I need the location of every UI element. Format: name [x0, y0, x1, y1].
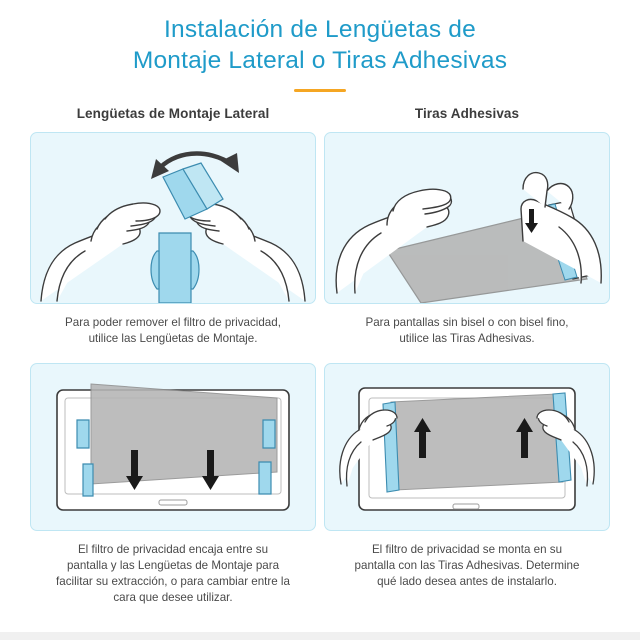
caption-right-2-line2: pantalla con las Tiras Adhesivas. Determine: [354, 559, 580, 572]
page-title-line1: Instalación de Lengüetas de: [164, 16, 476, 43]
caption-left-2-line2: pantalla y las Lengüetas de Montaje para: [66, 559, 280, 572]
step-left-1: [30, 132, 316, 357]
caption-left-2-line1: El filtro de privacidad encaja entre su: [77, 543, 269, 556]
column-adhesive-strips: [324, 106, 610, 618]
step-right-2: [324, 363, 610, 596]
caption-right-1: [324, 312, 610, 357]
column-heading-right: Tiras Adhesivas: [414, 106, 520, 121]
page-title-line2: Montaje Lateral o Tiras Adhesivas: [132, 47, 508, 74]
title-divider-wrap: [12, 89, 628, 92]
bottom-spacer: [0, 622, 640, 640]
caption-right-2-line1: El filtro de privacidad se monta en su: [371, 543, 563, 556]
bottom-bar-strip: [0, 632, 640, 640]
caption-right-2-line3: qué lado desea antes de instalarlo.: [377, 575, 557, 588]
caption-right-2: [324, 539, 610, 596]
title-divider: [294, 89, 346, 92]
caption-left-1-line1: Para poder remover el filtro de privacidad,: [65, 316, 281, 329]
caption-right-1-line1: Para pantallas sin bisel o con bisel fino,: [365, 316, 569, 329]
page-title: [12, 14, 628, 76]
illustration-monitor-with-adhesive-strips: [324, 363, 610, 531]
column-mounting-tabs: [30, 106, 316, 618]
step-left-2: [30, 363, 316, 612]
caption-left-2: [30, 539, 316, 612]
caption-left-1: [30, 312, 316, 357]
illustration-monitor-with-side-mounting-tabs: [30, 363, 316, 531]
column-heading-left: Lengüetas de Montaje Lateral: [76, 106, 270, 121]
caption-left-1-line2: utilice las Lengüetas de Montaje.: [88, 332, 258, 345]
step-right-1: [324, 132, 610, 357]
illustration-hands-applying-adhesive-strip: [324, 132, 610, 304]
caption-right-1-line2: utilice las Tiras Adhesivas.: [399, 332, 535, 345]
illustration-hands-peeling-mounting-tab: [30, 132, 316, 304]
caption-left-2-line4: cara que desee utilizar.: [113, 591, 233, 604]
caption-left-2-line3: facilitar su extracción, o para cambiar entre la: [56, 575, 290, 588]
columns-container: [12, 106, 628, 618]
